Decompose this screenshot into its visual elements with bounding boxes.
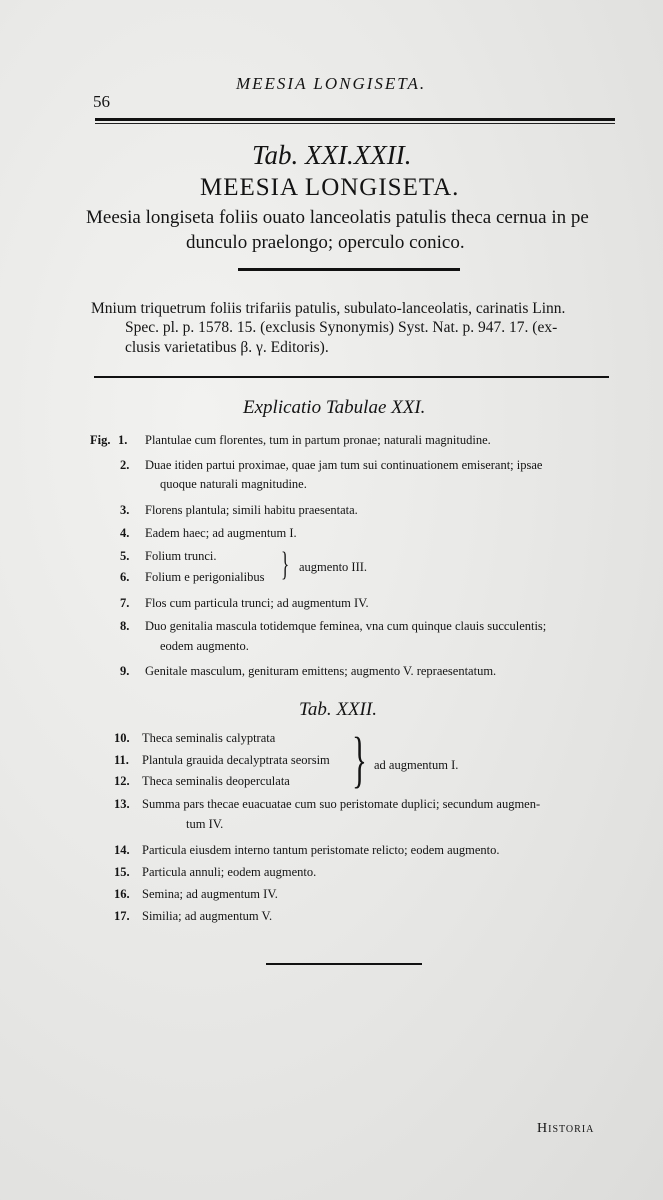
list-item: Flos cum particula trunci; ad augmentum IV. [145,596,369,610]
species-title: MEESIA LONGISETA. [200,174,460,201]
list-item: Folium e perigonialibus [145,570,265,584]
list-item: Theca seminalis deoperculata [142,774,290,788]
tab22-heading: Tab. XXII. [299,699,377,720]
running-head: MEESIA LONGISETA. [236,74,427,93]
item-number: 7. [120,596,130,610]
diagnosis-line-1: Meesia longiseta foliis ouato lanceolatis patulis theca cernua in pe [86,207,589,228]
ornamental-rule [238,268,460,271]
list-item: Folium trunci. [145,549,217,563]
list-item: Semina; ad augmentum IV. [142,887,278,901]
list-item: Florens plantula; simili habitu praesentata. [145,503,358,517]
list-item: Eadem haec; ad augmentum I. [145,526,297,540]
brace-icon: } [352,726,367,794]
list-item: Particula eiusdem interno tantum peristomate relicto; eodem augmento. [142,843,500,857]
item-number: 10. [114,731,130,745]
item-number: 5. [120,549,130,563]
item-number: 3. [120,503,130,517]
item-number: 12. [114,774,130,788]
list-item: Particula annuli; eodem augmento. [142,865,317,879]
diagnosis-line-2: dunculo praelongo; operculo conico. [186,232,465,253]
synonym-line-2: Spec. pl. p. 1578. 15. (exclusis Synonymis) Syst. Nat. p. 947. 17. (ex- [125,319,558,336]
list-item-continuation: eodem augmento. [160,639,249,653]
section-rule [94,376,609,378]
item-number: 6. [120,570,130,584]
list-item: Similia; ad augmentum V. [142,909,273,923]
list-item-continuation: tum IV. [186,817,224,831]
plate-title: Tab. XXI.XXII. [252,140,412,170]
item-number: 15. [114,865,130,879]
list-item-continuation: quoque naturali magnitudine. [160,477,307,491]
header-rule [95,118,615,121]
item-number: 1. [118,433,128,447]
item-number: 16. [114,887,130,901]
item-number: 11. [114,753,129,767]
list-item: Summa pars thecae euacuatae cum suo peristomate duplici; secundum augmen- [142,797,541,811]
brace-label: augmento III. [299,560,368,574]
item-number: 2. [120,458,130,472]
end-rule [266,963,422,965]
list-item: Duo genitalia mascula totidemque feminea, vna cum quinque clauis succulentis; [145,619,547,633]
item-number: 13. [114,797,130,811]
item-number: 8. [120,619,130,633]
explicatio-heading: Explicatio Tabulae XXI. [243,397,426,418]
list-item: Theca seminalis calyptrata [142,731,276,745]
synonym-line-3: clusis varietatibus β. γ. Editoris). [125,339,329,356]
catchword: Historia [537,1121,595,1136]
fig-label: Fig. [90,433,111,447]
brace-label: ad augmentum I. [374,758,459,772]
list-item: Duae itiden partui proximae, quae jam tum sui continuationem emiserant; ipsae [145,458,543,472]
list-item: Plantulae cum florentes, tum in partum pronae; naturali magnitudine. [145,433,491,447]
synonym-line-1: Mnium triquetrum foliis trifariis patulis, subulato-lanceolatis, carinatis Linn. [91,300,566,317]
brace-icon: } [281,546,290,583]
item-number: 14. [114,843,130,857]
page-number: 56 [93,92,110,111]
item-number: 4. [120,526,130,540]
list-item: Genitale masculum, genituram emittens; augmento V. repraesentatum. [145,664,497,678]
item-number: 9. [120,664,130,678]
header-rule-thin [95,123,615,124]
item-number: 17. [114,909,130,923]
list-item: Plantula grauida decalyptrata seorsim [142,753,330,767]
